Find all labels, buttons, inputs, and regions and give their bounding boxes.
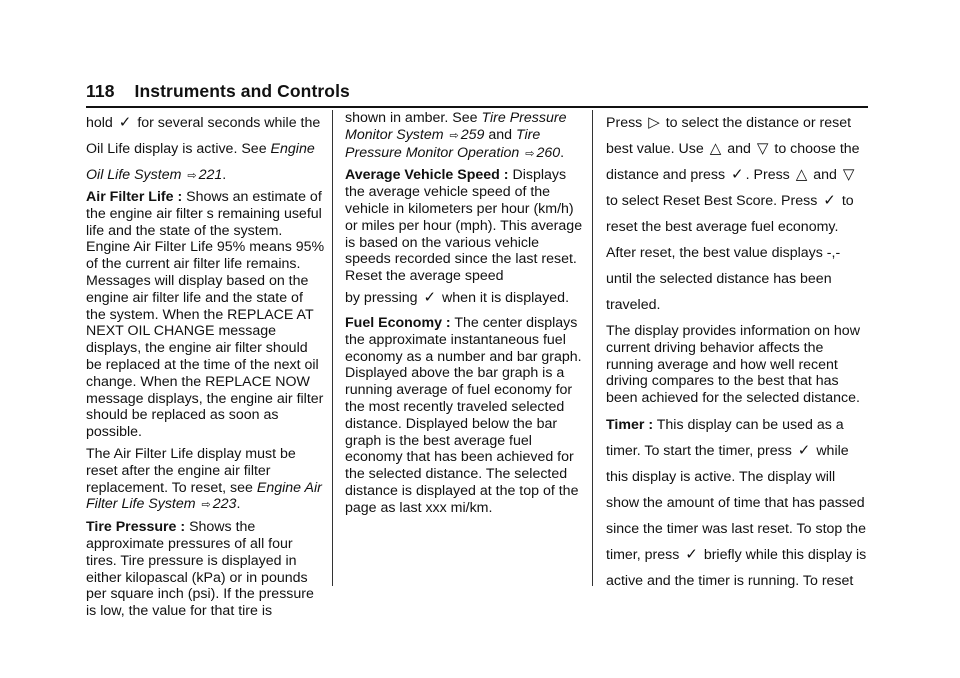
column-2 — [345, 110, 583, 522]
text: Displays the average vehicle speed of the vehicle in kilometers per hour (km/h) or miles per hour (mph). This average is based on the various vehicle speeds recorded since the last reset. Reset the average speed — [345, 167, 583, 285]
cross-reference-link[interactable]: Tire Pressure Monitor System — [345, 110, 567, 143]
text: briefly while this display is active and the timer is running. To reset — [606, 546, 867, 589]
right-arrow-icon: ▷ — [648, 114, 660, 131]
up-arrow-icon: △ — [709, 140, 722, 157]
average-speed-tail — [345, 285, 583, 311]
cross-reference-link[interactable]: Tire Pressure Monitor Operation — [345, 126, 541, 161]
page-reference[interactable]: 260 — [536, 144, 561, 161]
oil-life-paragraph: hold ✓ for several seconds while the Oil Life display is active. See Engine Oil Life System ⇨ 221. — [86, 110, 326, 189]
text: and — [727, 141, 751, 157]
check-icon: ✓ — [685, 545, 698, 563]
page-ref-icon: ⇨ — [187, 170, 197, 182]
term-timer: Timer : — [606, 416, 654, 433]
down-arrow-icon: ▽ — [842, 166, 855, 183]
text: Shows the approximate pressures of all four tires. Tire pressure is displayed in either kilopascal (kPa) or in pounds per square inch (psi). If the pressure is low, the value for that tire is — [86, 519, 314, 620]
page-ref-icon: ⇨ — [525, 147, 535, 160]
text: The Air Filter Life display must be reset after the engine air filter replacement. To reset, see — [86, 445, 296, 496]
text: shown in amber. See — [345, 110, 478, 126]
text: hold — [86, 115, 113, 131]
up-arrow-icon: △ — [795, 166, 808, 183]
text: to select Reset Best Score. Press — [606, 193, 818, 209]
term-tire-pressure: Tire Pressure : — [86, 519, 186, 536]
text: and — [488, 126, 513, 143]
tire-pressure-paragraph — [86, 519, 326, 620]
term-air-filter-life: Air Filter Life : — [86, 189, 183, 205]
check-icon: ✓ — [118, 114, 132, 131]
fuel-economy-paragraph — [345, 315, 583, 517]
text: This display can be used as a timer. To start the timer, press — [606, 416, 844, 459]
down-arrow-icon: ▽ — [756, 140, 769, 157]
cross-reference-link[interactable]: Engine Oil Life System — [86, 141, 315, 183]
page-number: 118 — [86, 81, 115, 101]
column-divider — [332, 110, 333, 586]
text: to choose the distance and press — [606, 141, 860, 183]
column-1 — [86, 110, 326, 625]
text: for several seconds while the Oil Life display is active. See — [86, 115, 321, 157]
check-icon: ✓ — [797, 441, 811, 459]
page-header — [86, 81, 350, 102]
text: Press — [606, 115, 643, 131]
page-title: Instruments and Controls — [134, 81, 350, 101]
air-filter-paragraph — [86, 189, 326, 441]
text: by pressing — [345, 289, 418, 306]
check-icon: ✓ — [731, 166, 744, 183]
column-divider — [592, 110, 593, 586]
page-ref-icon: ⇨ — [201, 499, 211, 512]
term-fuel-economy: Fuel Economy : — [345, 314, 451, 331]
column-3 — [606, 110, 868, 594]
text: to reset the best average fuel economy. After reset, the best value displays -,- until the selected distance has been traveled. — [606, 193, 854, 313]
check-icon: ✓ — [823, 192, 836, 209]
air-filter-reset-paragraph: The Air Filter Life display must be reset after the engine air filter replacement. To reset, see Engine Air Filter Life System ⇨ 223. — [86, 445, 322, 513]
page-reference[interactable]: 259 — [460, 126, 485, 143]
text: to select the distance or reset best value. Use — [606, 115, 852, 157]
text: when it is displayed. — [442, 289, 570, 306]
term-average-vehicle-speed: Average Vehicle Speed : — [345, 167, 509, 184]
fuel-economy-instructions: Press ▷ to select the distance or reset best value. Use △ and ▽ to choose the distance and press ✓ . Press △ and ▽ to select Reset Best Score. Press ✓ to reset the best average fuel economy. After reset, the best value displays -,- until the selected distance has been traveled. — [606, 110, 868, 318]
tire-pressure-continued: shown in amber. See Tire Pressure Monitor System ⇨ 259 and Tire Pressure Monitor Operation ⇨ 260. — [345, 110, 567, 161]
header-rule — [86, 106, 868, 108]
text: The display provides information on how current driving behavior affects the running average and how well recent driving compares to the best that has been achieved for the selected distance. — [606, 323, 860, 407]
text: Shows an estimate of the engine air filter s remaining useful life and the state of the system. Engine Air Filter Life 95% means 95% of the current air filter life remains. Messages will display based on the engine air filter life and the state of the system. When the REPLACE AT NEXT OIL CHANGE message displays, the engine air filter should be replaced at the time of the next oil change. When the REPLACE NOW message displays, the engine air filter should be replaced as soon as possible. — [86, 189, 325, 441]
page-reference[interactable]: 223 — [212, 496, 237, 513]
page-ref-icon: ⇨ — [449, 129, 459, 142]
driving-behavior-paragraph — [606, 323, 868, 407]
timer-paragraph — [606, 412, 868, 594]
check-icon: ✓ — [423, 288, 437, 306]
average-speed-paragraph — [345, 167, 583, 285]
page-reference[interactable]: 221 — [198, 167, 223, 183]
text: and — [813, 167, 837, 183]
text: The center displays the approximate instantaneous fuel economy as a number and bar graph. Displayed above the bar graph is a running average of fuel economy for the most recently traveled selected distance. Displayed below the bar graph is the best average fuel economy that has been achieved for the selected distance. The selected distance is displayed at the top of the page as last xxx mi/km. — [345, 314, 582, 516]
text: Press — [753, 167, 790, 183]
cross-reference-link[interactable]: Engine Air Filter Life System — [86, 479, 322, 513]
text: while this display is active. The display will show the amount of time that has passed since the timer was last reset. To stop the timer, press — [606, 442, 866, 563]
